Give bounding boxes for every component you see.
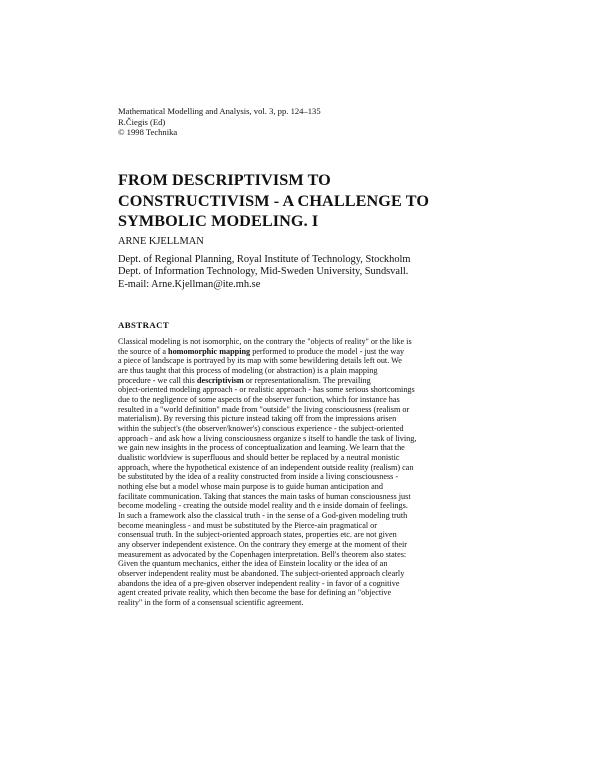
abstract-line: materialism). By reversing this picture instead taking off from the impressions arisen (118, 414, 397, 424)
abstract-emphasis: homomorphic mapping (168, 346, 251, 356)
author-email: E-mail: Arne.Kjellman@ite.mh.se (118, 278, 261, 290)
title-line-1: FROM DESCRIPTIVISM TO (118, 171, 331, 189)
abstract-body (118, 337, 498, 608)
author-name: ARNE KJELLMAN (118, 236, 204, 247)
copyright-line: © 1998 Technika (118, 127, 178, 138)
abstract-line: be substituted by the idea of a reality constructed from inside a living consciousness - (118, 472, 399, 482)
abstract-line: Given the quantum mechanics, either the idea of Einstein locality or the idea of an (118, 559, 388, 569)
title-line-3: SYMBOLIC MODELING. I (118, 212, 319, 230)
abstract-line: within the subject's (the observer/knower's) conscious experience - the subject-oriented (118, 424, 404, 434)
abstract-line: approach, where the hypothetical existence of an independent outside reality (realism) can (118, 462, 414, 472)
editor-line: R.Čiegis (Ed) (118, 116, 166, 127)
abstract-line: approach - and ask how a living consciousness organize s itself to handle the task of living, (118, 433, 417, 443)
abstract-line: procedure - we call this descriptivism or representationalism. The prevailing (118, 375, 371, 385)
abstract-line: become meaningless - and must be substituted by the Pierce-ain pragmatical or (118, 520, 377, 530)
affiliation-1: Dept. of Regional Planning, Royal Institute of Technology, Stockholm (118, 254, 411, 265)
author-affiliations (118, 254, 498, 291)
abstract-line: object-oriented modeling approach - or realistic approach - has some serious shortcomings (118, 385, 415, 395)
journal-line: Mathematical Modelling and Analysis, vol. 3, pp. 124–135 (118, 106, 321, 116)
abstract-line: Classical modeling is not isomorphic, on the contrary the "objects of reality" or the like is (118, 337, 412, 346)
abstract-line: are thus taught that this process of modeling (or abstraction) is a plain mapping (118, 366, 378, 376)
abstract-line: reality" in the form of a consensual scientific agreement. (118, 598, 304, 608)
abstract-emphasis: descriptivism (196, 375, 244, 385)
abstract-line: facilitate communication. Taking that stances the main tasks of human consciousness just (118, 491, 411, 501)
affiliation-2: Dept. of Information Technology, Mid-Sweden University, Sundsvall. (118, 266, 409, 278)
abstract-line: we gain new insights in the process of conceptualization and learning. We learn that the (118, 443, 405, 453)
abstract-line: nothing else but a model whose main purpose is to guide human anticipation and (118, 482, 383, 492)
paper-title (118, 170, 488, 232)
abstract-line: become modeling - creating the outside model reality and th e inside domain of feelings. (118, 501, 408, 511)
abstract-line: abandons the idea of a pre-given observer independent reality - in favor of a cognitive (118, 578, 400, 588)
abstract-line: consensual truth. In the subject-oriented approach states, properties etc. are not given (118, 530, 397, 540)
abstract-line: the source of a homomorphic mapping performed to produce the model - just the way (118, 346, 405, 356)
abstract-line: dualistic worldview is superfluous and should better be replaced by a neutral monistic (118, 453, 400, 463)
abstract-line: agent created private reality, which then become the base for defining an "objective (118, 588, 392, 598)
abstract-line: resulted in a "world definition" made from "outside" the living consciousness (realism or (118, 404, 410, 414)
journal-header (118, 106, 478, 138)
abstract-line: observer independent reality must be abandoned. The subject-oriented approach clearly (118, 569, 405, 579)
abstract-line: due to the negligence of some aspects of the observer function, which for instance has (118, 395, 400, 405)
title-line-2: CONSTRUCTIVISM - A CHALLENGE TO (118, 191, 430, 210)
abstract-line: In such a framework also the classical truth - in the sense of a God-given modeling truth (118, 511, 408, 521)
abstract-heading: ABSTRACT (118, 320, 170, 330)
abstract-line: measurement as advocated by the Copenhagen interpretation. Bell's theorem also states: (118, 549, 407, 559)
abstract-line: a piece of landscape is portrayed by its map with some bewildering details left out. We (118, 356, 402, 366)
abstract-line: any observer independent existence. On the contrary they emerge at the moment of their (118, 540, 408, 550)
